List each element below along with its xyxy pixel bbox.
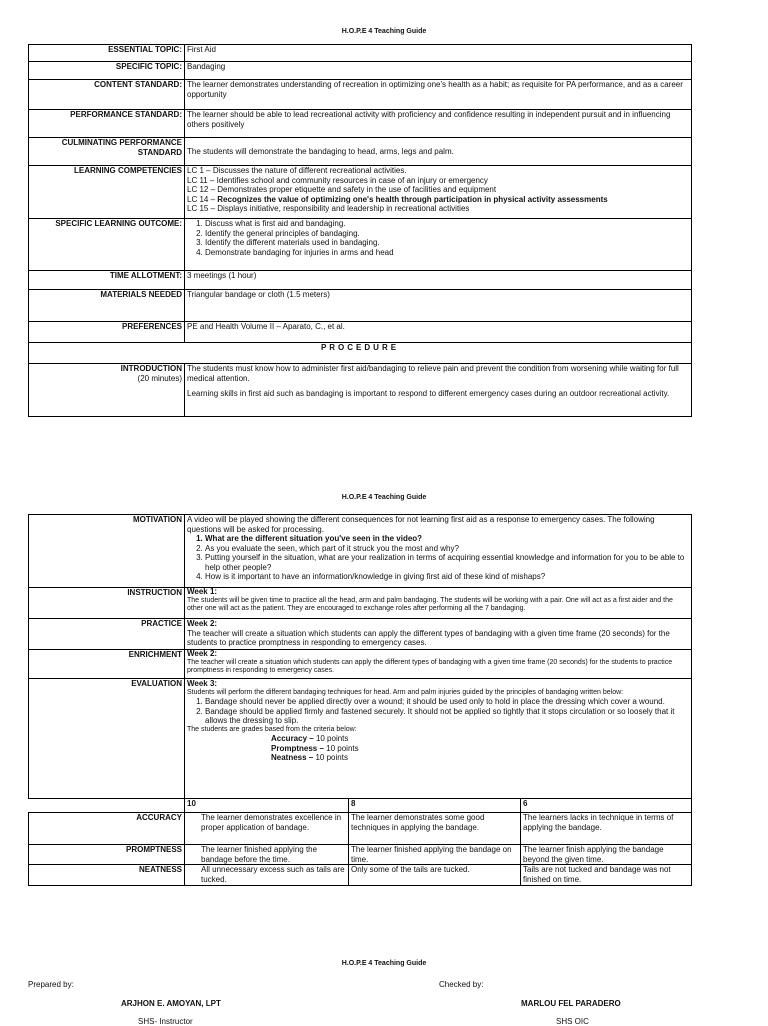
question-item: 2. As you evaluate the seen, which part of it struck you the most and why?: [205, 544, 689, 554]
competency-item: [187, 195, 689, 205]
competency-code: LC 1 –: [187, 166, 211, 175]
paragraph: The teacher will create a situation which students can apply the different types of bandaging with a given time frame (20 seconds) for the students to practice promptness in responding to emergency cases.: [187, 628, 670, 647]
preparer-name: ARJHON E. AMOYAN, LPT: [121, 999, 221, 1008]
duration-label: (20 minutes): [137, 373, 182, 383]
row-label: SPECIFIC TOPIC:: [29, 62, 185, 80]
materials-row: [29, 290, 692, 322]
preferences-row: [29, 322, 692, 343]
row-label: CONTENT STANDARD:: [29, 80, 185, 110]
paragraph: Learning skills in first aid such as bandaging is important to respond to different emergency cases during an outdoor recreational activity.: [187, 389, 670, 398]
row-value: The students will demonstrate the bandaging to head, arms, legs and palm.: [185, 138, 692, 166]
competency-text: Discusses the nature of different recreational activities.: [212, 166, 407, 175]
row-label: INSTRUCTION: [29, 588, 185, 619]
question-item: 4. How is it important to have an information/knowledge in giving first aid of these kind of mishaps?: [205, 572, 689, 582]
performance-standard-row: [29, 110, 692, 138]
outcome-item: 3. Identify the different materials used in bandaging.: [205, 238, 689, 248]
row-label: PRACTICE: [29, 619, 185, 650]
procedure-heading: PROCEDURE: [29, 343, 692, 364]
motivation-text: [185, 515, 692, 588]
rubric-cell: The learner finished applying the bandage before the time.: [185, 845, 349, 865]
competency-item: [187, 166, 689, 176]
criterion-points: 10 points: [315, 734, 349, 743]
rubric-cell: The learner demonstrates some good techniques in applying the bandage.: [349, 813, 521, 845]
competency-item: [187, 176, 689, 186]
competency-code: LC 12 –: [187, 185, 216, 194]
criterion-points: 10 points: [326, 743, 359, 753]
row-label: TIME ALLOTMENT:: [29, 271, 185, 290]
introduction-row: [29, 364, 692, 417]
competency-code: LC 15 –: [187, 204, 216, 213]
competency-text: Recognizes the value of optimizing one's health through participation in physical activity assessments: [217, 194, 608, 204]
row-label: CULMINATING PERFORMANCE STANDARD: [29, 138, 185, 166]
row-label: PREFERENCES: [29, 322, 185, 343]
outcome-item: 4. Demonstrate bandaging for injuries in arms and head: [205, 248, 689, 258]
checker-name: MARLOU FEL PARADERO: [521, 999, 621, 1008]
teaching-guide-table: [28, 44, 692, 417]
criterion-item: [187, 753, 689, 763]
principle-item: 1. Bandage should never be applied directly over a wound; it should be used only to hold in place the dressing which cover a wound.: [205, 697, 689, 707]
rubric-cell: The learner demonstrates excellence in proper application of bandage.: [185, 813, 349, 845]
specific-topic-row: [29, 62, 692, 80]
learning-competencies-row: [29, 166, 692, 219]
criterion-item: [187, 744, 689, 754]
row-label: MOTIVATION: [29, 515, 185, 588]
introduction-label: [29, 364, 185, 417]
practice-text: [185, 619, 692, 650]
competency-item: [187, 185, 689, 195]
row-label: ESSENTIAL TOPIC:: [29, 45, 185, 62]
rubric-cell: All unnecessary excess such as tails are tucked.: [185, 865, 349, 886]
competency-text: Identifies school and community resources in case of an injury or emergency: [216, 175, 488, 185]
instruction-text: [185, 588, 692, 619]
procedure-row: [29, 343, 692, 364]
criterion-name: Accuracy –: [271, 734, 314, 743]
paragraph: Students will perform the different bandaging techniques for head. Arm and palm injuries guided by the principles of bandaging written below:: [187, 688, 624, 696]
paragraph: The teacher will create a situation which students can apply the different types of bandaging with a given time frame (20 seconds) for the students to practice promptness in responding to emergency cases.: [187, 658, 673, 674]
rubric-cell: The learners lacks in technique in terms of applying the bandage.: [521, 813, 692, 845]
row-value: The learner should be able to lead recreational activity with proficiency and confidence resulting in independent pursuit and in influencing others positively: [185, 110, 692, 138]
row-label: LEARNING COMPETENCIES: [29, 166, 185, 219]
prepared-by-label: Prepared by:: [28, 980, 74, 989]
competency-code: LC 11 –: [187, 175, 215, 185]
introduction-text: [185, 364, 692, 417]
score-header: 8: [349, 799, 521, 813]
score-header: 10: [185, 799, 349, 813]
paragraph: The students must know how to administer first aid/bandaging to relieve pain and prevent the condition from worsening while waiting for full medical attention.: [187, 364, 679, 383]
week-label: Week 3:: [187, 679, 218, 688]
preparer-role: SHS- Instructor: [138, 1017, 193, 1026]
week-label: Week 2:: [187, 619, 218, 628]
rubric-cell: Only some of the tails are tucked.: [349, 865, 521, 886]
paragraph: The students are grades based from the criteria below:: [187, 725, 357, 733]
row-label: MATERIALS NEEDED: [29, 290, 185, 322]
learning-outcome-row: [29, 219, 692, 271]
checker-role: SHS OIC: [556, 1017, 589, 1026]
time-allotment-row: [29, 271, 692, 290]
row-value: PE and Health Volume II – Aparato, C., et al.: [185, 322, 692, 343]
rubric-row-accuracy: [29, 813, 692, 845]
rubric-cell: The learner finish applying the bandage beyond the given time.: [521, 845, 692, 865]
instruction-row: [29, 588, 692, 619]
rubric-cell: Tails are not tucked and bandage was not finished on time.: [521, 865, 692, 886]
competency-item: [187, 204, 689, 214]
practice-row: [29, 619, 692, 650]
row-value: Bandaging: [185, 62, 692, 80]
competency-text: Displays initiative, responsibility and leadership in recreational activities: [217, 204, 470, 213]
criterion-name: Promptness –: [271, 743, 324, 753]
essential-topic-row: [29, 45, 692, 62]
evaluation-text: [185, 679, 692, 799]
page-header: H.O.P.E 4 Teaching Guide: [341, 494, 427, 501]
week-label: Week 2:: [187, 649, 218, 658]
row-label: EVALUATION: [29, 679, 185, 799]
enrichment-row: [29, 650, 692, 679]
criterion-points: 10 points: [315, 753, 348, 762]
week-label: Week 1:: [187, 587, 218, 596]
criterion-item: [187, 734, 689, 744]
enrichment-text: [185, 650, 692, 679]
rubric-score-row: [29, 799, 692, 813]
principle-item: 2. Bandage should be applied firmly and fastened securely. It should not be applied so tightly that it stops circulation or so loosely that it allows the dressing to slip.: [205, 707, 689, 726]
outcome-item: 1. Discuss what is first aid and bandaging.: [205, 219, 689, 229]
rubric-row-neatness: [29, 865, 692, 886]
row-label: ENRICHMENT: [29, 650, 185, 679]
content-standard-row: [29, 80, 692, 110]
row-label: ACCURACY: [29, 813, 185, 845]
checked-by-label: Checked by:: [439, 980, 484, 989]
rubric-cell: The learner finished applying the bandage on time.: [349, 845, 521, 865]
culminating-standard-row: [29, 138, 692, 166]
page-header: H.O.P.E 4 Teaching Guide: [341, 28, 427, 35]
competency-text: Demonstrates proper etiquette and safety in the use of facilities and equipment: [217, 185, 497, 194]
row-label: SPECIFIC LEARNING OUTCOME:: [29, 219, 185, 271]
row-label: NEATNESS: [29, 865, 185, 886]
row-label: PERFORMANCE STANDARD:: [29, 110, 185, 138]
rubric-corner: [29, 799, 185, 813]
competency-list: [185, 166, 692, 219]
row-label: PROMPTNESS: [29, 845, 185, 865]
row-label: INTRODUCTION: [120, 364, 182, 373]
criterion-name: Neatness –: [271, 753, 314, 762]
outcome-item: 2. Identify the general principles of bandaging.: [205, 229, 689, 239]
motivation-row: [29, 515, 692, 588]
score-header: 6: [521, 799, 692, 813]
paragraph: The students will be given time to practice all the head, arm and palm bandaging. The students will be working with a pair. One will act as a first aider and the other one will act as the patient. They are encouraged to exchange roles after performing all the 7 bandaging.: [187, 596, 673, 612]
question-item: 3. Putting yourself in the situation, what are your realization in terms of acquiring essential knowledge and information for you to be able to help other people?: [205, 553, 689, 572]
row-value: Triangular bandage or cloth (1.5 meters): [185, 290, 692, 322]
outcome-list: [185, 219, 692, 271]
page-header: H.O.P.E 4 Teaching Guide: [341, 960, 427, 967]
question-item: 1. What are the different situation you've seen in the video?: [205, 534, 689, 544]
paragraph: A video will be played showing the different consequences for not learning first aid as a response to emergency cases. The following questions will be asked for processing.: [187, 515, 655, 534]
procedure-table: [28, 514, 692, 886]
evaluation-row: [29, 679, 692, 799]
competency-code: LC 14 –: [187, 194, 216, 204]
row-value: First Aid: [185, 45, 692, 62]
rubric-row-promptness: [29, 845, 692, 865]
row-value: The learner demonstrates understanding of recreation in optimizing one's health as a habit; as requisite for PA performance, and as a career opportunity: [185, 80, 692, 110]
row-value: 3 meetings (1 hour): [185, 271, 692, 290]
